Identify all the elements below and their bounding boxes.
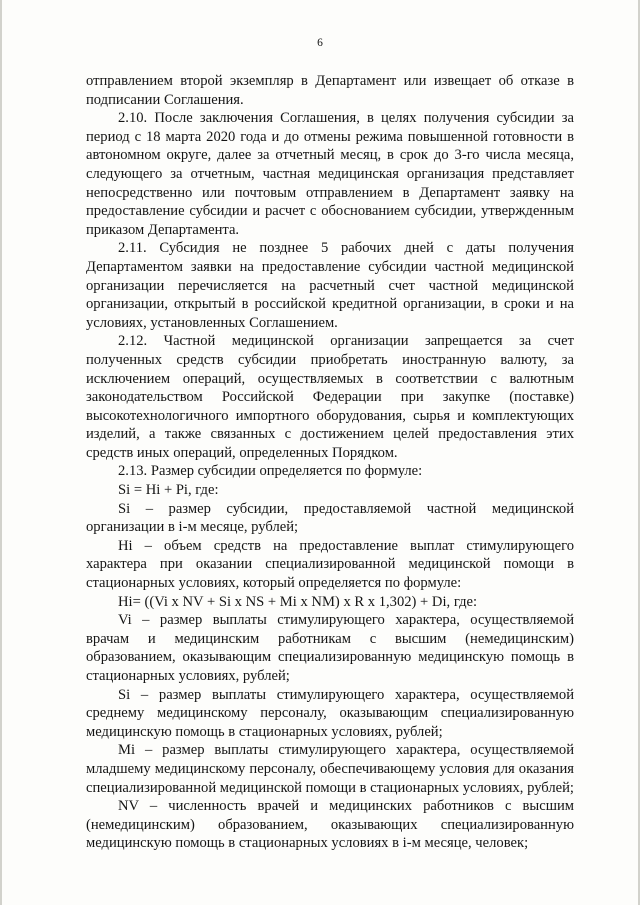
paragraph-2-12: 2.12. Частной медицинской организации запрещается за счет полученных средств субсидии приобретать иностранную валюту, за исключением операций, осуществляемых в соответствии с валютным законодательством Российской Федерации при закупке (поставке) высокотехнологичного импортного оборудования, сырья и комплектующих изделий, а также связанных с достижением целей предоставления этих средств иных операций, определенных Порядком. <box>86 333 574 461</box>
definition-mi: Mi – размер выплаты стимулирующего характера, осуществляемой младшему медицинскому персоналу, обеспечивающему условия для оказания специализированной медицинской помощи в стационарных условиях, рублей; <box>86 742 574 796</box>
definition-hi: Hi – объем средств на предоставление выплат стимулирующего характера при оказании специализированной медицинской помощи в стационарных условиях, который определяется по формуле: <box>86 537 574 592</box>
document-body <box>86 72 574 853</box>
formula-hi: Hi= ((Vi x NV + Si x NS + Mi x NM) x R x 1,302) + Di, где: <box>118 593 478 610</box>
page-number: 6 <box>317 37 323 49</box>
formula-subsidy: Si = Hi + Pi, где: <box>118 482 219 499</box>
paragraph-2-13: 2.13. Размер субсидии определяется по формуле: <box>118 463 423 480</box>
paragraph-continuation: отправлением второй экземпляр в Департамент или извещает об отказе в подписании Соглашения. <box>86 73 574 108</box>
scan-edge-left <box>0 0 2 905</box>
paragraph-2-11: 2.11. Субсидия не позднее 5 рабочих дней с даты получения Департаментом заявки на предоставление субсидии частной медицинской организации перечисляется на расчетный счет частной медицинской организации, открытый в российской кредитной организации, в сроки и на условиях, установленных Соглашением. <box>86 240 574 331</box>
definition-nv: NV – численность врачей и медицинских работников с высшим (немедицинским) образованием, оказывающих специализированную медицинскую помощь в стационарных условиях в i-м месяце, человек; <box>86 798 574 852</box>
definition-vi: Vi – размер выплаты стимулирующего характера, осуществляемой врачам и медицинским работникам с высшим (немедицинским) образованием, оказывающим специализированную медицинскую помощь в стационарных условиях, рублей; <box>86 612 574 684</box>
definition-si: Si – размер субсидии, предоставляемой частной медицинской организации в i-м месяце, рублей; <box>86 500 574 536</box>
definition-si-payment: Si – размер выплаты стимулирующего характера, осуществляемой среднему медицинскому персоналу, оказывающим специализированную медицинскую помощь в стационарных условиях, рублей; <box>86 686 574 740</box>
paragraph-2-10: 2.10. После заключения Соглашения, в целях получения субсидии за период с 18 марта 2020 года и до отмены режима повышенной готовности в автономном округе, далее за отчетный месяц, в срок до 3-го числа месяца, следующего за отчетным, частная медицинская организация представляет непосредственно или почтовым отправлением в Департамент заявку на предоставление субсидии и расчет с обоснованием субсидии, утвержденным приказом Департамента. <box>86 110 574 238</box>
